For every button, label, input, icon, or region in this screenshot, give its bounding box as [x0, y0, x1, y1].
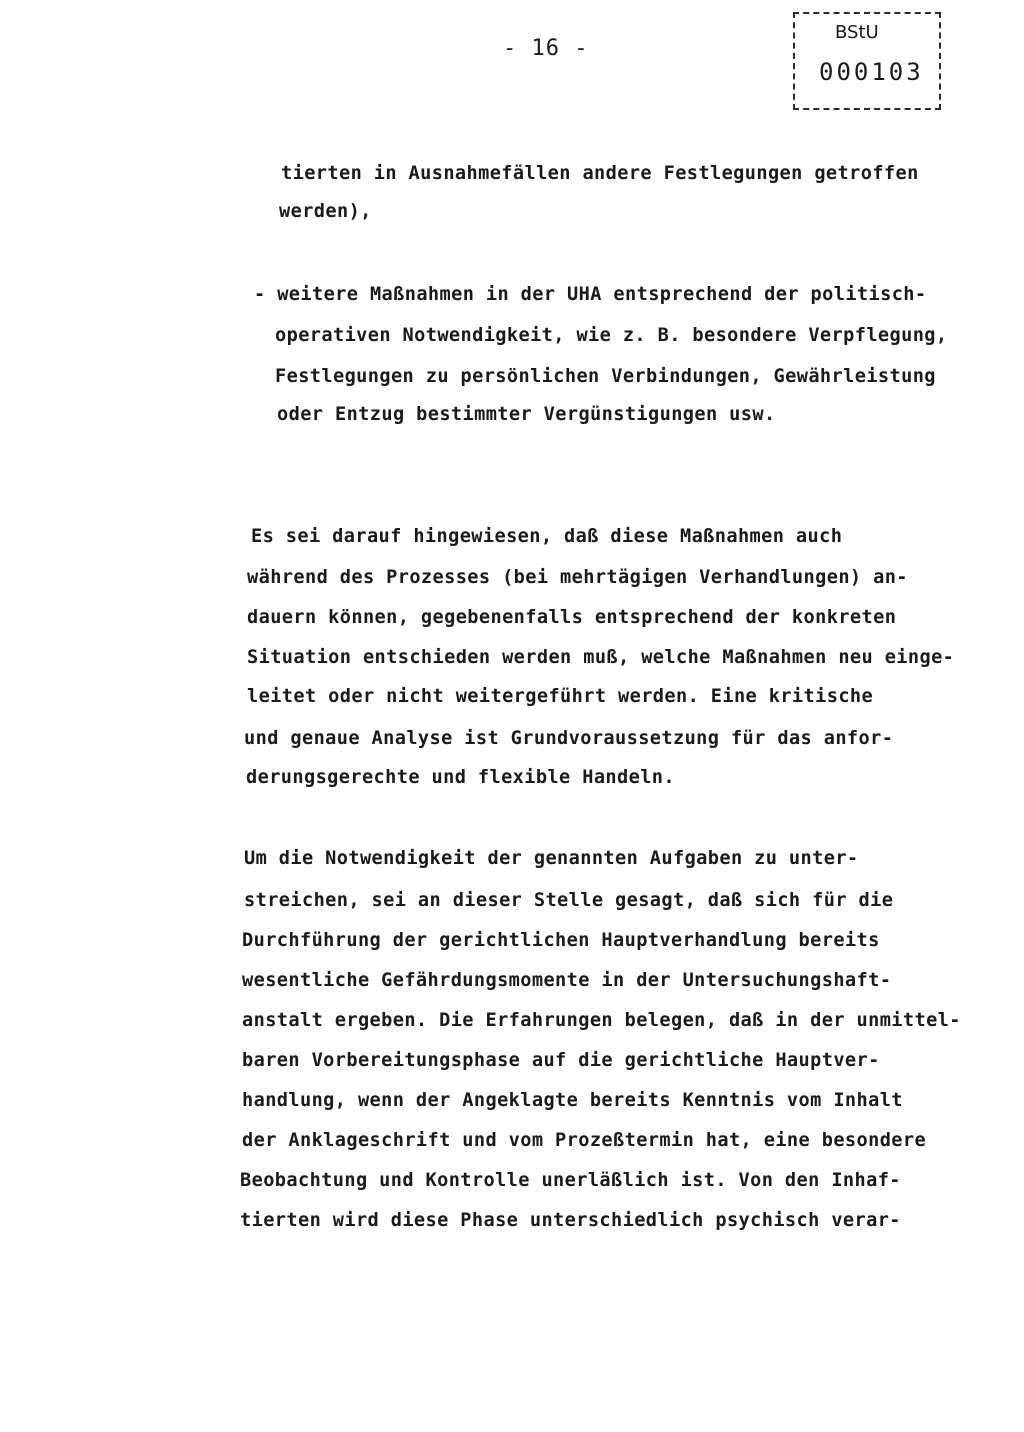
- text-line: anstalt ergeben. Die Erfahrungen belegen, daß in der unmittel-: [242, 1010, 961, 1031]
- page-number: - 16 -: [503, 36, 589, 61]
- text-line: baren Vorbereitungsphase auf die gerichtliche Hauptver-: [242, 1050, 880, 1071]
- text-line: streichen, sei an dieser Stelle gesagt, daß sich für die: [244, 890, 894, 911]
- text-line: Durchführung der gerichtlichen Hauptverhandlung bereits: [242, 930, 880, 951]
- text-line: Festlegungen zu persönlichen Verbindungen, Gewährleistung: [275, 366, 936, 387]
- text-line: wesentliche Gefährdungsmomente in der Untersuchungshaft-: [242, 970, 892, 991]
- text-line: operativen Notwendigkeit, wie z. B. besondere Verpflegung,: [275, 325, 948, 346]
- bullet-item-line: - weitere Maßnahmen in der UHA entsprechend der politisch-: [254, 284, 927, 305]
- text-line: leitet oder nicht weitergeführt werden. Eine kritische: [247, 686, 874, 707]
- text-line: derungsgerechte und flexible Handeln.: [246, 767, 675, 788]
- text-line: Um die Notwendigkeit der genannten Aufgaben zu unter-: [244, 848, 859, 869]
- text-line: und genaue Analyse ist Grundvoraussetzung für das anfor-: [244, 728, 894, 749]
- stamp-number: 000103: [819, 58, 924, 86]
- archive-stamp: [793, 12, 941, 110]
- text-line: tierten wird diese Phase unterschiedlich psychisch verar-: [240, 1210, 901, 1231]
- text-line: während des Prozesses (bei mehrtägigen Verhandlungen) an-: [247, 567, 908, 588]
- text-line: oder Entzug bestimmter Vergünstigungen usw.: [277, 404, 776, 425]
- text-line: Situation entschieden werden muß, welche Maßnahmen neu einge-: [247, 647, 955, 668]
- text-line: Es sei darauf hingewiesen, daß diese Maßnahmen auch: [251, 526, 843, 547]
- text-line: tierten in Ausnahmefällen andere Festlegungen getroffen: [281, 163, 919, 184]
- text-line: Beobachtung und Kontrolle unerläßlich ist. Von den Inhaf-: [240, 1170, 901, 1191]
- text-line: der Anklageschrift und vom Prozeßtermin hat, eine besondere: [242, 1130, 927, 1151]
- text-line: werden),: [279, 201, 372, 222]
- text-line: handlung, wenn der Angeklagte bereits Kenntnis vom Inhalt: [242, 1090, 903, 1111]
- stamp-label: BStU: [835, 22, 879, 43]
- text-line: dauern können, gegebenenfalls entsprechend der konkreten: [247, 607, 897, 628]
